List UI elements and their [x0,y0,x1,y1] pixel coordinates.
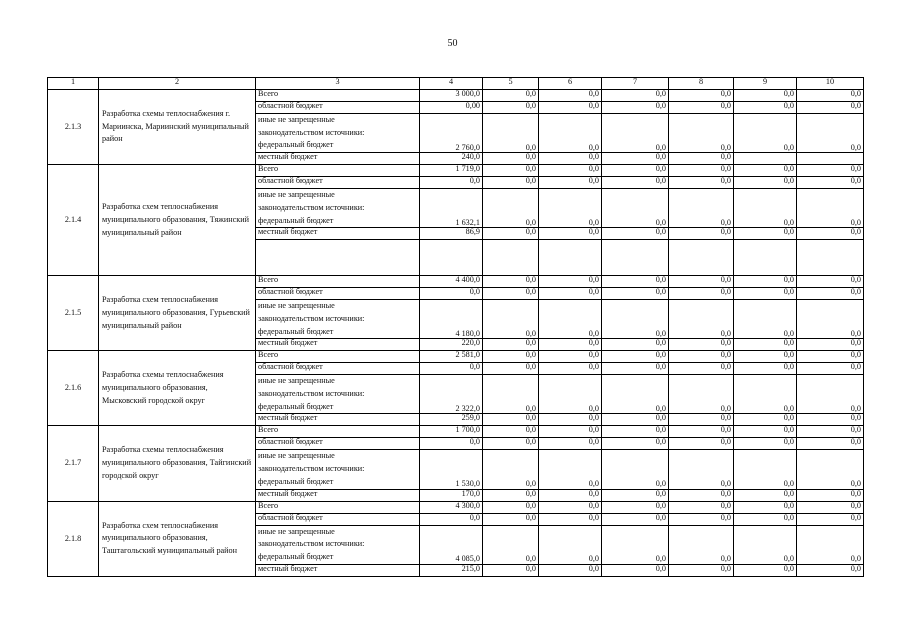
value-cell: 0,0 [797,177,864,189]
federal-value: 4 085,0 [455,554,480,564]
value-cell: 0,0 [797,513,864,525]
federal-value: 0,0 [525,479,536,489]
federal-value: 0,0 [783,554,794,564]
value-cell: 0,0 [734,351,797,363]
value-cell: 0,0 [734,288,797,300]
federal-value: 0,0 [525,142,536,152]
budget-source-label: Всего [256,165,420,177]
budget-source-label [256,375,420,414]
federal-value: 1 632,1 [455,218,480,228]
federal-value: 0,0 [655,142,666,152]
value-cell [734,300,797,339]
value-cell [483,525,539,564]
value-cell: 0,0 [420,438,483,450]
header-cell: 10 [797,78,864,90]
value-cell: 220,0 [420,339,483,351]
value-cell: 0,0 [669,165,734,177]
empty-cell [602,240,669,276]
value-cell: 0,0 [539,90,602,102]
federal-value: 0,0 [783,142,794,152]
federal-value: 0,0 [588,142,599,152]
value-cell [734,114,797,153]
value-cell [420,189,483,228]
budget-source-label: местный бюджет [256,339,420,351]
value-cell: 0,0 [797,438,864,450]
value-cell: 0,0 [797,276,864,288]
federal-value: 0,0 [720,554,731,564]
row-number: 2.1.5 [48,276,99,351]
value-cell: 0,0 [602,351,669,363]
federal-value: 0,0 [720,479,731,489]
value-cell: 0,0 [539,276,602,288]
value-cell: 0,0 [669,426,734,438]
value-cell: 0,0 [669,153,734,165]
table-row [48,276,864,288]
value-cell: 0,0 [539,288,602,300]
value-cell: 0,0 [602,276,669,288]
federal-value: 0,0 [655,329,666,339]
value-cell [420,375,483,414]
budget-source-label: областной бюджет [256,363,420,375]
value-cell: 86,9 [420,228,483,240]
value-cell [483,300,539,339]
header-cell: 4 [420,78,483,90]
table-row [48,426,864,438]
project-name: Разработка схем теплоснабжения муниципального образования, Таштагольский муниципальный район [99,501,256,576]
value-cell: 0,0 [483,489,539,501]
value-cell: 215,0 [420,564,483,576]
value-cell: 0,0 [797,288,864,300]
budget-source-label: Всего [256,276,420,288]
value-cell: 0,0 [734,426,797,438]
value-cell: 0,0 [602,363,669,375]
federal-budget-label: федеральный бюджет [258,215,334,225]
value-cell: 0,0 [669,339,734,351]
header-cell: 2 [99,78,256,90]
value-cell [602,189,669,228]
value-cell: 0,0 [602,513,669,525]
value-cell [797,300,864,339]
value-cell: 1 700,0 [420,426,483,438]
value-cell: 0,0 [797,414,864,426]
value-cell: 0,0 [669,489,734,501]
value-cell: 0,0 [539,177,602,189]
value-cell: 0,0 [734,414,797,426]
value-cell: 0,0 [483,513,539,525]
value-cell: 0,00 [420,102,483,114]
federal-value: 0,0 [783,218,794,228]
value-cell [602,450,669,489]
value-cell: 0,0 [602,288,669,300]
value-cell: 0,0 [483,90,539,102]
header-cell: 3 [256,78,420,90]
value-cell: 0,0 [669,351,734,363]
value-cell: 0,0 [420,513,483,525]
budget-source-label: областной бюджет [256,177,420,189]
value-cell: 2 581,0 [420,351,483,363]
value-cell [483,189,539,228]
budget-source-label: местный бюджет [256,153,420,165]
value-cell: 0,0 [420,363,483,375]
value-cell [797,450,864,489]
federal-value: 0,0 [720,142,731,152]
empty-cell [669,240,734,276]
value-cell [734,153,797,165]
value-cell: 0,0 [669,564,734,576]
value-cell: 0,0 [797,90,864,102]
value-cell: 0,0 [669,414,734,426]
other-sources-line2: законодательством источники: [258,464,365,474]
value-cell: 0,0 [734,513,797,525]
other-sources-line1: иные не запрещенные [258,376,335,386]
value-cell: 0,0 [734,228,797,240]
value-cell: 0,0 [734,90,797,102]
budget-source-label: местный бюджет [256,489,420,501]
other-sources-line1: иные не запрещенные [258,526,335,536]
budget-source-label: областной бюджет [256,438,420,450]
budget-source-label: областной бюджет [256,102,420,114]
value-cell [420,300,483,339]
table-row [48,501,864,513]
value-cell: 0,0 [669,102,734,114]
value-cell [734,375,797,414]
budget-source-label [256,525,420,564]
budget-source-label: Всего [256,90,420,102]
empty-cell [420,240,483,276]
value-cell [602,114,669,153]
value-cell: 0,0 [483,501,539,513]
value-cell: 4 300,0 [420,501,483,513]
federal-value: 0,0 [525,554,536,564]
value-cell: 240,0 [420,153,483,165]
value-cell [734,189,797,228]
value-cell [669,375,734,414]
federal-value: 0,0 [525,218,536,228]
other-sources-line1: иные не запрещенные [258,451,335,461]
project-name: Разработка схемы теплоснабжения муниципального образования, Тайгинский городской округ [99,426,256,501]
value-cell: 0,0 [669,228,734,240]
value-cell: 0,0 [539,414,602,426]
federal-value: 0,0 [783,479,794,489]
value-cell: 0,0 [797,165,864,177]
value-cell: 0,0 [420,288,483,300]
table-row [48,165,864,177]
value-cell: 0,0 [483,426,539,438]
value-cell: 0,0 [797,501,864,513]
header-cell: 1 [48,78,99,90]
value-cell [483,375,539,414]
value-cell [734,525,797,564]
value-cell [539,300,602,339]
value-cell [539,450,602,489]
federal-value: 0,0 [588,479,599,489]
value-cell: 0,0 [734,564,797,576]
value-cell: 0,0 [669,363,734,375]
federal-budget-label: федеральный бюджет [258,140,334,150]
header-cell: 9 [734,78,797,90]
value-cell: 0,0 [797,351,864,363]
value-cell: 0,0 [602,177,669,189]
value-cell: 0,0 [797,489,864,501]
federal-value: 4 180,0 [455,329,480,339]
project-name: Разработка схемы теплоснабжения г. Мариинска, Мариинский муниципальный район [99,90,256,165]
value-cell: 0,0 [669,276,734,288]
federal-value: 0,0 [720,329,731,339]
federal-value: 0,0 [783,404,794,414]
value-cell: 0,0 [669,501,734,513]
value-cell: 3 000,0 [420,90,483,102]
value-cell: 0,0 [539,501,602,513]
value-cell: 0,0 [669,513,734,525]
federal-value: 0,0 [655,479,666,489]
value-cell: 0,0 [539,351,602,363]
other-sources-line2: законодательством источники: [258,313,365,323]
empty-cell [734,240,797,276]
value-cell: 0,0 [539,426,602,438]
value-cell: 0,0 [669,177,734,189]
federal-value: 0,0 [783,329,794,339]
other-sources-line2: законодательством источники: [258,389,365,399]
value-cell: 0,0 [539,102,602,114]
federal-value: 0,0 [655,404,666,414]
row-number: 2.1.3 [48,90,99,165]
budget-source-label [256,300,420,339]
value-cell [539,189,602,228]
value-cell: 0,0 [797,564,864,576]
other-sources-line1: иные не запрещенные [258,301,335,311]
value-cell [539,114,602,153]
empty-cell [539,240,602,276]
value-cell: 0,0 [734,363,797,375]
federal-budget-label: федеральный бюджет [258,401,334,411]
value-cell [734,450,797,489]
header-cell: 5 [483,78,539,90]
value-cell: 0,0 [483,414,539,426]
value-cell [797,375,864,414]
value-cell: 0,0 [602,165,669,177]
value-cell: 0,0 [539,165,602,177]
budget-source-label: Всего [256,501,420,513]
value-cell: 0,0 [483,288,539,300]
value-cell: 0,0 [483,165,539,177]
other-sources-line2: законодательством источники: [258,202,365,212]
federal-value: 0,0 [525,329,536,339]
value-cell: 4 400,0 [420,276,483,288]
value-cell: 0,0 [602,564,669,576]
page-number: 50 [447,38,458,49]
value-cell: 0,0 [602,90,669,102]
value-cell: 0,0 [602,153,669,165]
value-cell: 0,0 [734,165,797,177]
value-cell: 259,0 [420,414,483,426]
value-cell: 0,0 [734,102,797,114]
value-cell: 0,0 [539,363,602,375]
value-cell [483,450,539,489]
federal-value: 0,0 [525,404,536,414]
header-cell: 7 [602,78,669,90]
value-cell: 0,0 [539,564,602,576]
value-cell: 0,0 [797,363,864,375]
federal-value: 0,0 [588,554,599,564]
value-cell: 0,0 [734,438,797,450]
value-cell: 0,0 [797,339,864,351]
value-cell [797,114,864,153]
federal-value: 0,0 [720,404,731,414]
budget-source-label [256,189,420,228]
value-cell: 0,0 [483,228,539,240]
value-cell: 0,0 [539,513,602,525]
value-cell: 0,0 [483,339,539,351]
federal-value: 0,0 [850,404,861,414]
federal-value: 2 322,0 [455,404,480,414]
value-cell: 0,0 [483,177,539,189]
federal-budget-label: федеральный бюджет [258,476,334,486]
value-cell: 0,0 [669,288,734,300]
value-cell: 0,0 [602,489,669,501]
value-cell [669,114,734,153]
value-cell: 0,0 [602,438,669,450]
row-number: 2.1.4 [48,165,99,276]
value-cell [420,525,483,564]
value-cell [539,525,602,564]
budget-table [47,77,864,577]
empty-cell [797,240,864,276]
budget-source-label: местный бюджет [256,564,420,576]
value-cell [669,300,734,339]
federal-value: 0,0 [588,329,599,339]
federal-value: 0,0 [655,554,666,564]
value-cell: 0,0 [602,228,669,240]
budget-source-label [256,114,420,153]
federal-value: 0,0 [588,218,599,228]
value-cell: 0,0 [483,564,539,576]
value-cell [483,114,539,153]
value-cell: 0,0 [734,489,797,501]
value-cell: 0,0 [483,153,539,165]
project-name: Разработка схем теплоснабжения муниципального образования, Тяжинский муниципальный район [99,165,256,276]
budget-source-label: Всего [256,351,420,363]
federal-value: 0,0 [850,329,861,339]
row-number: 2.1.6 [48,351,99,426]
header-cell: 8 [669,78,734,90]
value-cell: 0,0 [602,339,669,351]
value-cell: 0,0 [483,351,539,363]
value-cell [602,300,669,339]
federal-budget-label: федеральный бюджет [258,326,334,336]
value-cell: 0,0 [602,426,669,438]
row-number: 2.1.7 [48,426,99,501]
value-cell [669,525,734,564]
value-cell: 0,0 [734,339,797,351]
value-cell: 0,0 [539,153,602,165]
value-cell: 0,0 [602,102,669,114]
value-cell [669,450,734,489]
empty-cell [256,240,420,276]
value-cell: 1 719,0 [420,165,483,177]
other-sources-line2: законодательством источники: [258,127,365,137]
value-cell [797,525,864,564]
value-cell: 0,0 [539,438,602,450]
federal-value: 0,0 [720,218,731,228]
federal-value: 0,0 [850,142,861,152]
budget-source-label: местный бюджет [256,414,420,426]
header-row [48,78,864,90]
value-cell: 0,0 [483,438,539,450]
other-sources-line1: иные не запрещенные [258,190,335,200]
value-cell: 0,0 [602,501,669,513]
other-sources-line2: законодательством источники: [258,539,365,549]
table-row [48,90,864,102]
value-cell: 0,0 [483,363,539,375]
value-cell: 0,0 [797,102,864,114]
value-cell: 0,0 [539,339,602,351]
value-cell: 0,0 [420,177,483,189]
value-cell: 0,0 [797,228,864,240]
budget-source-label [256,450,420,489]
value-cell: 0,0 [483,276,539,288]
value-cell [420,114,483,153]
value-cell: 0,0 [539,489,602,501]
project-name: Разработка схемы теплоснабжения муниципального образования, Мысковский городской округ [99,351,256,426]
budget-source-label: местный бюджет [256,228,420,240]
value-cell: 0,0 [602,414,669,426]
value-cell [420,450,483,489]
federal-value: 0,0 [588,404,599,414]
federal-value: 0,0 [655,218,666,228]
value-cell [669,189,734,228]
value-cell: 0,0 [734,177,797,189]
federal-value: 0,0 [850,479,861,489]
budget-source-label: областной бюджет [256,288,420,300]
value-cell: 170,0 [420,489,483,501]
other-sources-line1: иные не запрещенные [258,115,335,124]
value-cell: 0,0 [734,276,797,288]
table-row [48,351,864,363]
header-cell: 6 [539,78,602,90]
federal-value: 0,0 [850,218,861,228]
federal-value: 1 530,0 [455,479,480,489]
value-cell: 0,0 [669,438,734,450]
value-cell [539,375,602,414]
budget-source-label: областной бюджет [256,513,420,525]
value-cell [797,189,864,228]
federal-value: 2 760,0 [455,142,480,152]
value-cell: 0,0 [797,426,864,438]
value-cell: 0,0 [483,102,539,114]
project-name: Разработка схем теплоснабжения муниципального образования, Гурьевский муниципальный район [99,276,256,351]
row-number: 2.1.8 [48,501,99,576]
value-cell [797,153,864,165]
budget-source-label: Всего [256,426,420,438]
value-cell [602,525,669,564]
value-cell: 0,0 [539,228,602,240]
value-cell: 0,0 [734,501,797,513]
federal-value: 0,0 [850,554,861,564]
value-cell: 0,0 [669,90,734,102]
value-cell [602,375,669,414]
empty-cell [483,240,539,276]
federal-budget-label: федеральный бюджет [258,551,334,561]
